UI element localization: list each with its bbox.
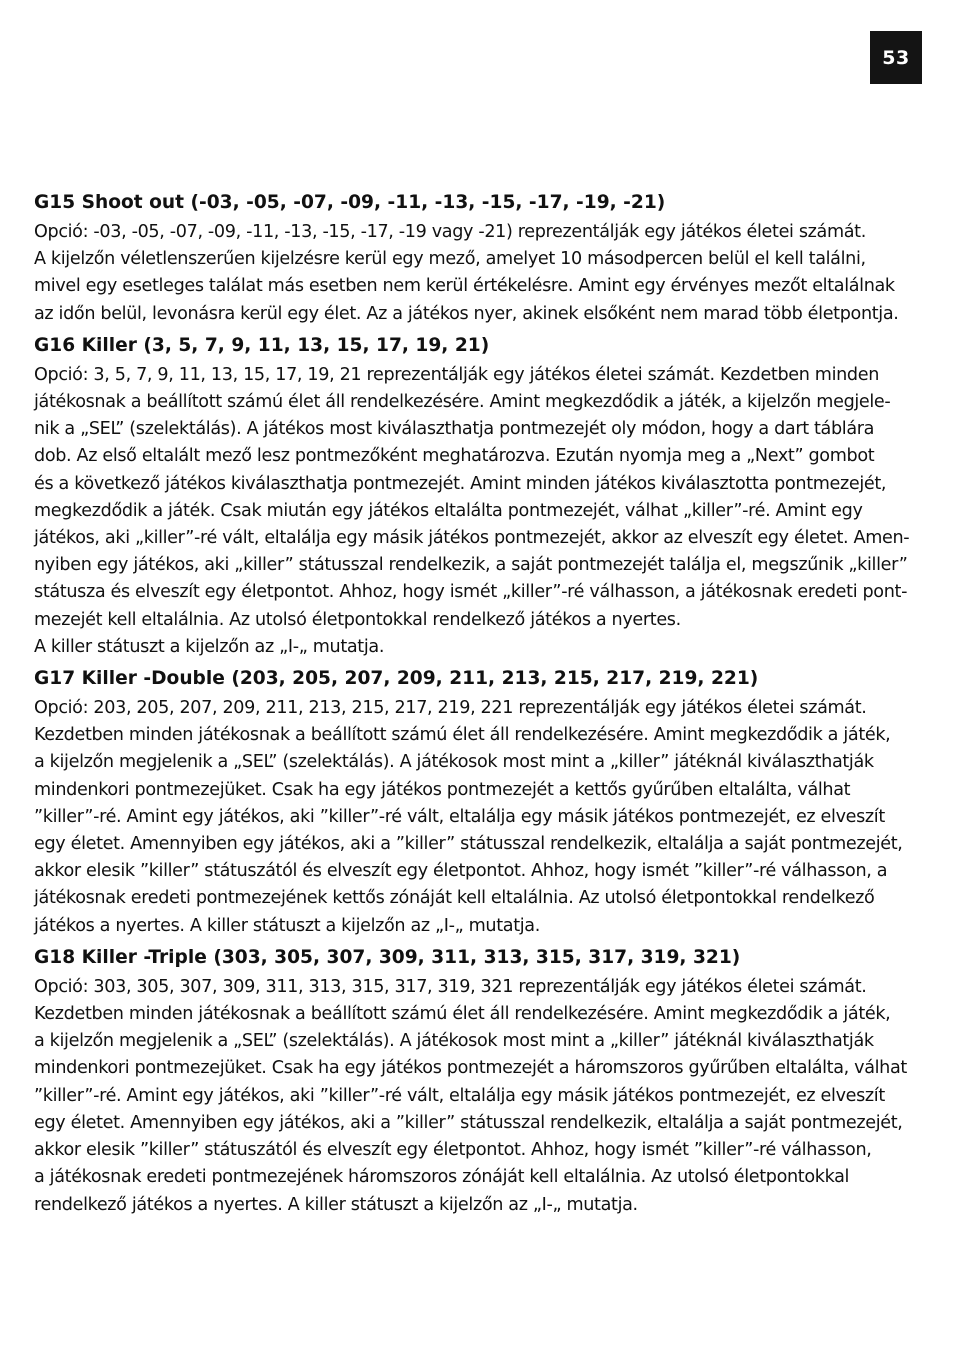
body-line: az időn belül, levonásra kerül egy élet. Az a játékos nyer, akinek elsőként nem marad több életpontja. (34, 303, 899, 324)
section-body (34, 695, 922, 940)
body-line: akkor elesik ”killer” státuszától és elveszít egy életpontot. Ahhoz, hogy ismét ”killer”-ré válhasson, (34, 1140, 872, 1161)
section-g15-shoot-out (34, 191, 922, 328)
body-line: a kijelzőn megjelenik a „SEL” (szelektálás). A játékosok most mint a „killer” játéknál kiválaszthatják (34, 1031, 874, 1052)
body-line: ”killer”-ré. Amint egy játékos, aki ”killer”-ré vált, eltalálja egy másik játékos pontmezejét, ez elveszít (34, 806, 885, 827)
body-line: játékos, aki „killer”-ré vált, eltalálja egy másik játékos pontmezejét, akkor az elveszít egy életet. Amen- (34, 528, 910, 549)
body-line: játékos a nyertes. A killer státuszt a kijelzőn az „I-„ mutatja. (34, 915, 540, 936)
section-g17-killer-double (34, 667, 922, 940)
body-line: Opció: 3, 5, 7, 9, 11, 13, 15, 17, 19, 21 reprezentálják egy játékos életei számát. Kezdetben minden (34, 364, 880, 385)
body-line: A kijelzőn véletlenszerűen kijelzésre kerül egy mező, amelyet 10 másodpercen belül el kell találni, (34, 249, 866, 270)
body-line: játékosnak a beállított számú élet áll rendelkezésére. Amint megkezdődik a játék, a kijelzőn megjele- (34, 392, 891, 413)
body-line: A killer státuszt a kijelzőn az „I-„ mutatja. (34, 636, 385, 657)
page-number-badge: 53 (870, 31, 922, 84)
section-body (34, 974, 922, 1219)
body-line: megkezdődik a játék. Csak miután egy játékos eltalálta pontmezejét, válhat „killer”-ré. Amint egy (34, 500, 863, 521)
body-line: ”killer”-ré. Amint egy játékos, aki ”killer”-ré vált, eltalálja egy másik játékos pontmezejét, ez elveszít (34, 1085, 885, 1106)
section-heading: G16 Killer (3, 5, 7, 9, 11, 13, 15, 17, 19, 21) (34, 334, 490, 356)
section-g16-killer (34, 334, 922, 661)
section-body (34, 362, 922, 661)
body-line: játékosnak eredeti pontmezejének kettős zónáját kell eltalálnia. Az utolsó életpontokkal rendelkező (34, 888, 875, 909)
body-line: mindenkori pontmezejüket. Csak ha egy játékos pontmezejét a háromszoros gyűrűben eltalálta, válhat (34, 1058, 907, 1079)
body-line: a kijelzőn megjelenik a „SEL” (szelektálás). A játékosok most mint a „killer” játéknál kiválaszthatják (34, 752, 874, 773)
body-line: mindenkori pontmezejüket. Csak ha egy játékos pontmezejét a kettős gyűrűben eltalálta, válhat (34, 779, 851, 800)
body-line: akkor elesik ”killer” státuszától és elveszít egy életpontot. Ahhoz, hogy ismét ”killer”-ré válhasson, a (34, 861, 888, 882)
section-heading: G15 Shoot out (-03, -05, -07, -09, -11, -13, -15, -17, -19, -21) (34, 192, 666, 213)
section-heading: G18 Killer -Triple (303, 305, 307, 309, 311, 313, 315, 317, 319, 321) (34, 946, 741, 968)
section-body (34, 219, 922, 328)
body-line: Opció: -03, -05, -07, -09, -11, -13, -15, -17, -19 vagy -21) reprezentálják egy játékos életei számát. (34, 222, 866, 242)
body-line: mivel egy esetleges találat más esetben nem kerül értékelésre. Amint egy érvényes mezőt eltalálnak (34, 276, 895, 297)
section-g18-killer-triple (34, 946, 922, 1219)
body-line: nik a „SEL” (szelektálás). A játékos most kiválaszthatja pontmezejét oly módon, hogy a dart táblára (34, 419, 875, 440)
body-line: státusza és elveszít egy életpontot. Ahhoz, hogy ismét „killer”-ré válhasson, a játékosnak eredeti pont- (34, 582, 908, 603)
body-line: rendelkező játékos a nyertes. A killer státuszt a kijelzőn az „I-„ mutatja. (34, 1194, 638, 1215)
body-line: egy életet. Amennyiben egy játékos, aki a ”killer” státusszal rendelkezik, eltalálja a saját pontmezejét, (34, 1112, 903, 1133)
body-line: Kezdetben minden játékosnak a beállított számú élet áll rendelkezésére. Amint megkezdődik a játék, (34, 725, 891, 746)
body-line: és a következő játékos kiválaszthatja pontmezejét. Amint minden játékos kiválasztotta pontmezejét, (34, 473, 887, 494)
body-line: Kezdetben minden játékosnak a beállított számú élet áll rendelkezésére. Amint megkezdődik a játék, (34, 1004, 891, 1025)
body-line: a játékosnak eredeti pontmezejének háromszoros zónáját kell eltalálnia. Az utolsó életpontokkal (34, 1167, 850, 1188)
section-heading: G17 Killer -Double (203, 205, 207, 209, 211, 213, 215, 217, 219, 221) (34, 668, 759, 690)
body-line: dob. Az első eltalált mező lesz pontmezőként meghatározva. Ezután nyomja meg a „Next” gombot (34, 446, 875, 467)
body-line: mezejét kell eltalálnia. Az utolsó életpontokkal rendelkező játékos a nyertes. (34, 609, 681, 630)
body-line: nyiben egy játékos, aki „killer” státusszal rendelkezik, a saját pontmezejét találja el, megszűnik „killer” (34, 555, 908, 576)
body-line: Opció: 303, 305, 307, 309, 311, 313, 315, 317, 319, 321 reprezentálják egy játékos életei számát. (34, 976, 867, 997)
body-line: egy életet. Amennyiben egy játékos, aki a ”killer” státusszal rendelkezik, eltalálja a saját pontmezejét, (34, 834, 903, 855)
body-line: Opció: 203, 205, 207, 209, 211, 213, 215, 217, 219, 221 reprezentálják egy játékos életei számát. (34, 698, 867, 719)
document-body (34, 191, 922, 1225)
